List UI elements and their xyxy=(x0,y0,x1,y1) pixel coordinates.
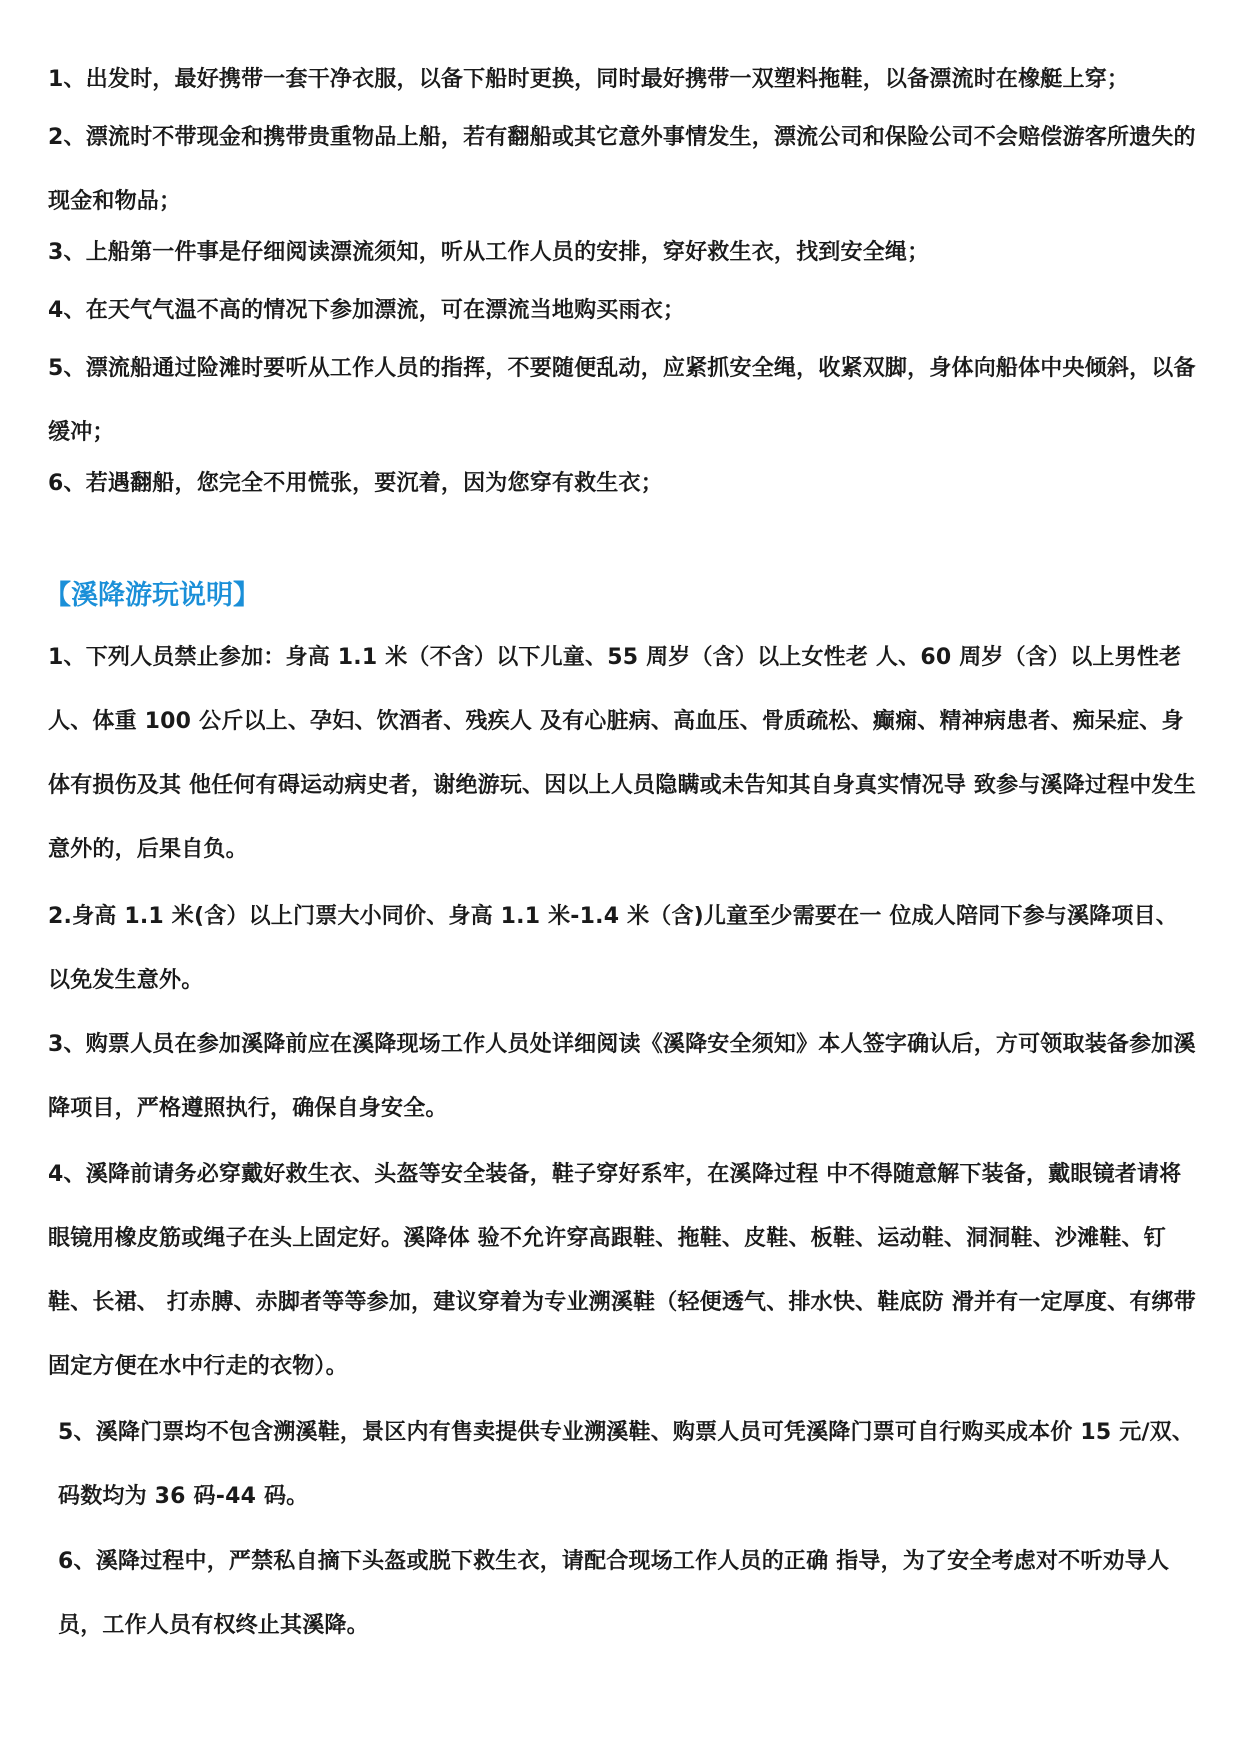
canyoning-note-2: 2.身高 1.1 米(含）以上门票大小同价、身高 1.1 米-1.4 米（含)儿童至少需要在一 位成人陪同下参与溪降项目、以免发生意外。 xyxy=(48,904,1178,993)
rafting-note-2: 2、漂流时不带现金和携带贵重物品上船，若有翻船或其它意外事情发生，漂流公司和保险公司不会赔偿游客所遗失的现金和物品； xyxy=(48,125,1196,214)
rafting-note-5: 5、漂流船通过险滩时要听从工作人员的指挥，不要随便乱动，应紧抓安全绳，收紧双脚，身体向船体中央倾斜，以备缓冲； xyxy=(48,356,1196,445)
rafting-note-6: 6、若遇翻船，您完全不用慌张，要沉着，因为您穿有救生衣； xyxy=(48,471,663,496)
canyoning-note-6: 6、溪降过程中，严禁私自摘下头盔或脱下救生衣，请配合现场工作人员的正确 指导，为了安全考虑对不听劝导人员，工作人员有权终止其溪降。 xyxy=(58,1549,1170,1638)
rafting-note-1: 1、出发时，最好携带一套干净衣服，以备下船时更换，同时最好携带一双塑料拖鞋，以备漂流时在橡艇上穿； xyxy=(48,67,1130,92)
canyoning-note-5: 5、溪降门票均不包含溯溪鞋，景区内有售卖提供专业溯溪鞋、购票人员可凭溪降门票可自行购买成本价 15 元/双、码数均为 36 码-44 码。 xyxy=(58,1420,1195,1509)
canyoning-section-title: 【溪降游玩说明】 xyxy=(44,580,260,611)
rafting-note-4: 4、在天气气温不高的情况下参加漂流，可在漂流当地购买雨衣； xyxy=(48,298,686,323)
canyoning-note-1: 1、下列人员禁止参加：身高 1.1 米（不含）以下儿童、55 周岁（含）以上女性老 人、60 周岁（含）以上男性老人、体重 100 公斤以上、孕妇、饮酒者、残疾人 及有心脏病、高血压、骨质疏松、癫痫、精神病患者、痴呆症、身体有损伤及其 他任何有碍运动病史者，谢绝游玩、因以上人员隐瞒或未告知其自身真实情况导 致参与溪降过程中发生意外的，后果自负。 xyxy=(48,645,1196,862)
rafting-note-3: 3、上船第一件事是仔细阅读漂流须知，听从工作人员的安排，穿好救生衣，找到安全绳； xyxy=(48,240,930,265)
canyoning-note-3: 3、购票人员在参加溪降前应在溪降现场工作人员处详细阅读《溪降安全须知》本人签字确认后，方可领取装备参加溪降项目，严格遵照执行，确保自身安全。 xyxy=(48,1032,1196,1121)
canyoning-note-4: 4、溪降前请务必穿戴好救生衣、头盔等安全装备，鞋子穿好系牢，在溪降过程 中不得随意解下装备，戴眼镜者请将眼镜用橡皮筋或绳子在头上固定好。溪降体 验不允许穿高跟鞋、拖鞋、皮鞋、板鞋、运动鞋、洞洞鞋、沙滩鞋、钉鞋、长裙、 打赤膊、赤脚者等等参加，建议穿着为专业溯溪鞋（轻便透气、排水快、鞋底防 滑并有一定厚度、有绑带固定方便在水中行走的衣物）。 xyxy=(48,1162,1196,1379)
